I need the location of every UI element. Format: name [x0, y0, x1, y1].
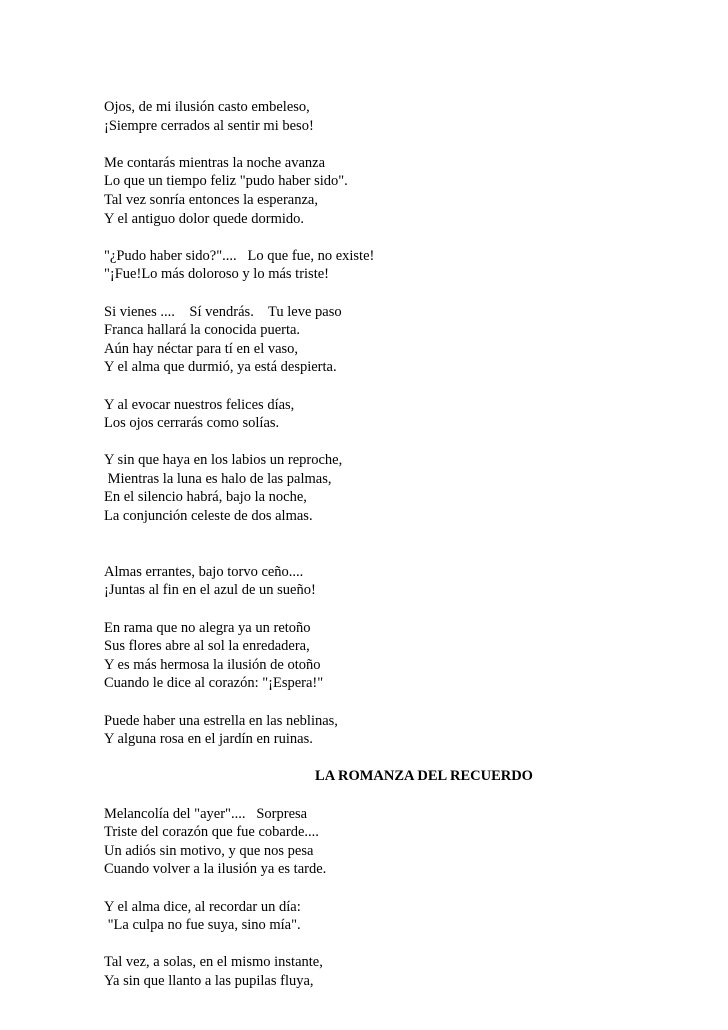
poem-line: Si vienes .... Sí vendrás. Tu leve paso	[104, 303, 342, 320]
stanza	[104, 619, 664, 693]
poem-line: Ojos, de mi ilusión casto embeleso,	[104, 99, 310, 115]
poem-line: Y el alma que durmió, ya está despierta.	[104, 359, 337, 376]
stanza	[104, 247, 664, 284]
stanza	[104, 451, 664, 525]
poem-line: ¡Juntas al fin en el azul de un sueño!	[104, 582, 316, 599]
stanza	[104, 396, 664, 433]
poem-line: Me contarás mientras la noche avanza	[104, 154, 326, 171]
stanza	[104, 805, 664, 879]
stanza	[104, 898, 664, 935]
poem-line: "La culpa no fue suya, sino mía".	[104, 917, 301, 934]
stanza	[104, 98, 664, 135]
stanza	[104, 712, 664, 749]
poem-line: En rama que no alegra ya un retoño	[104, 619, 311, 636]
poem-line: Triste del corazón que fue cobarde....	[104, 824, 319, 841]
poem-line: Franca hallará la conocida puerta.	[104, 322, 301, 339]
poem-line: La conjunción celeste de dos almas.	[104, 508, 313, 525]
section-title: LA ROMANZA DEL RECUERDO	[315, 768, 533, 785]
poem-line: "¡Fue!Lo más doloroso y lo más triste!	[104, 266, 329, 283]
poem-line: Mientras la luna es halo de las palmas,	[104, 470, 332, 487]
poem-line: "¿Pudo haber sido?".... Lo que fue, no existe!	[104, 247, 375, 264]
poem-line: Cuando le dice al corazón: "¡Espera!"	[104, 675, 324, 692]
poem-line: Y al evocar nuestros felices días,	[104, 396, 295, 413]
document-page	[104, 98, 664, 991]
poem-line: Lo que un tiempo feliz "pudo haber sido".	[104, 173, 348, 190]
poem-line: Un adiós sin motivo, y que nos pesa	[104, 842, 314, 859]
poem-line: Y el alma dice, al recordar un día:	[104, 898, 301, 915]
stanza	[104, 953, 664, 990]
stanza	[104, 154, 664, 228]
poem-line: Y es más hermosa la ilusión de otoño	[104, 656, 321, 673]
poem-line: Y sin que haya en los labios un reproche,	[104, 452, 343, 469]
poem-line: ¡Siempre cerrados al sentir mi beso!	[104, 117, 314, 134]
poem-line: Y el antiguo dolor quede dormido.	[104, 210, 305, 227]
poem-line: Tal vez sonría entonces la esperanza,	[104, 191, 318, 208]
poem-line: Aún hay néctar para tí en el vaso,	[104, 340, 299, 357]
poem-line: Puede haber una estrella en las neblinas,	[104, 712, 338, 729]
poem-line: Melancolía del "ayer".... Sorpresa	[104, 805, 308, 822]
stanza	[104, 303, 664, 377]
poem-line: Cuando volver a la ilusión ya es tarde.	[104, 861, 327, 878]
poem-line: Tal vez, a solas, en el mismo instante,	[104, 954, 323, 971]
poem-line: Almas errantes, bajo torvo ceño....	[104, 563, 304, 580]
poem-line: En el silencio habrá, bajo la noche,	[104, 489, 307, 506]
poem-line: Sus flores abre al sol la enredadera,	[104, 638, 310, 655]
poem-line: Ya sin que llanto a las pupilas fluya,	[104, 972, 314, 989]
stanza	[104, 563, 664, 600]
poem-line: Los ojos cerrarás como solías.	[104, 415, 280, 432]
poem-line: Y alguna rosa en el jardín en ruinas.	[104, 731, 313, 748]
